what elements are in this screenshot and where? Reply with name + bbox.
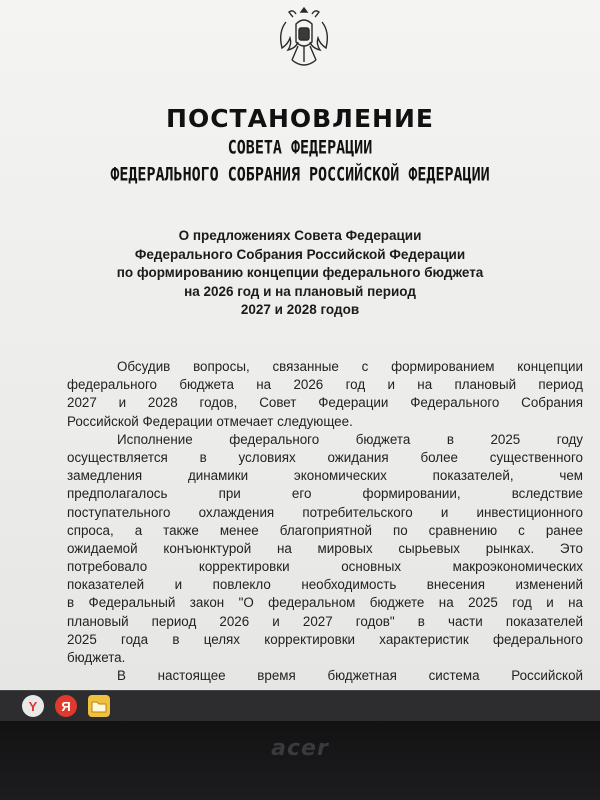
coat-of-arms-icon: [272, 2, 336, 82]
folder-shape: [91, 700, 107, 713]
body-line: потребовало корректировки основных макроэкономических: [67, 559, 583, 575]
document-subtitle-assembly: ФЕДЕРАЛЬНОГО СОБРАНИЯ РОССИЙСКОЙ ФЕДЕРАЦИИ: [110, 162, 490, 186]
body-line: бюджета.: [67, 650, 126, 665]
body-line: Исполнение федерального бюджета в 2025 году: [117, 431, 583, 447]
body-line: ожидаемой конъюнктурой на мировых сырьевых рынках. Это: [67, 540, 583, 556]
taskbar: [0, 690, 600, 721]
body-line: осуществляется в условиях ожидания более существенного: [67, 449, 583, 465]
folder-icon[interactable]: [88, 695, 110, 717]
subject-line: Федерального Собрания Российской Федерации: [134, 246, 466, 262]
document-subject: [60, 227, 540, 320]
body-line: в Федеральный закон "О федеральном бюджете на 2025 год и на: [67, 595, 583, 611]
body-line: 2027 и 2028 годов, Совет Федерации Федерального Собрания: [67, 395, 583, 411]
body-line: спроса, а также менее благоприятной по сравнению с ранее: [67, 522, 583, 538]
monitor-brand-logo: acer: [271, 736, 329, 761]
body-line: Обсудив вопросы, связанные с формированием концепции: [117, 359, 583, 374]
yandex-browser-glyph: Y: [28, 698, 38, 714]
yandex-icon[interactable]: [55, 695, 77, 717]
body-line: плановый период 2026 и 2027 годов" в части показателей: [67, 613, 583, 629]
subject-line: на 2026 год и на плановый период: [184, 283, 416, 299]
body-line: предполагалось при его формировании, вследствие: [67, 486, 583, 502]
body-line: замедления динамики экономических показателей, чем: [67, 468, 583, 484]
yandex-glyph: Я: [61, 698, 71, 714]
document-body: [67, 358, 583, 685]
body-line: В настоящее время бюджетная система Российской: [117, 668, 583, 684]
yandex-browser-icon[interactable]: [22, 695, 44, 717]
body-line: Российской Федерации отмечает следующее.: [67, 413, 353, 429]
body-line: показателей и повлекло необходимость внесения изменений: [67, 577, 583, 593]
subject-line: 2027 и 2028 годов: [240, 302, 360, 317]
subject-line: по формированию концепции федерального бюджета: [116, 265, 484, 280]
document-subtitle-council: СОВЕТА ФЕДЕРАЦИИ: [227, 135, 373, 159]
subject-line: О предложениях Совета Федерации: [178, 228, 422, 243]
body-line: 2025 года в целях корректировки характеристик федерального: [67, 631, 583, 647]
body-line: федерального бюджета на 2026 год и на плановый период: [67, 377, 583, 393]
body-line: поступательного охлаждения потребительского и инвестиционного: [67, 504, 583, 520]
document-title: ПОСТАНОВЛЕНИЕ: [166, 104, 434, 133]
